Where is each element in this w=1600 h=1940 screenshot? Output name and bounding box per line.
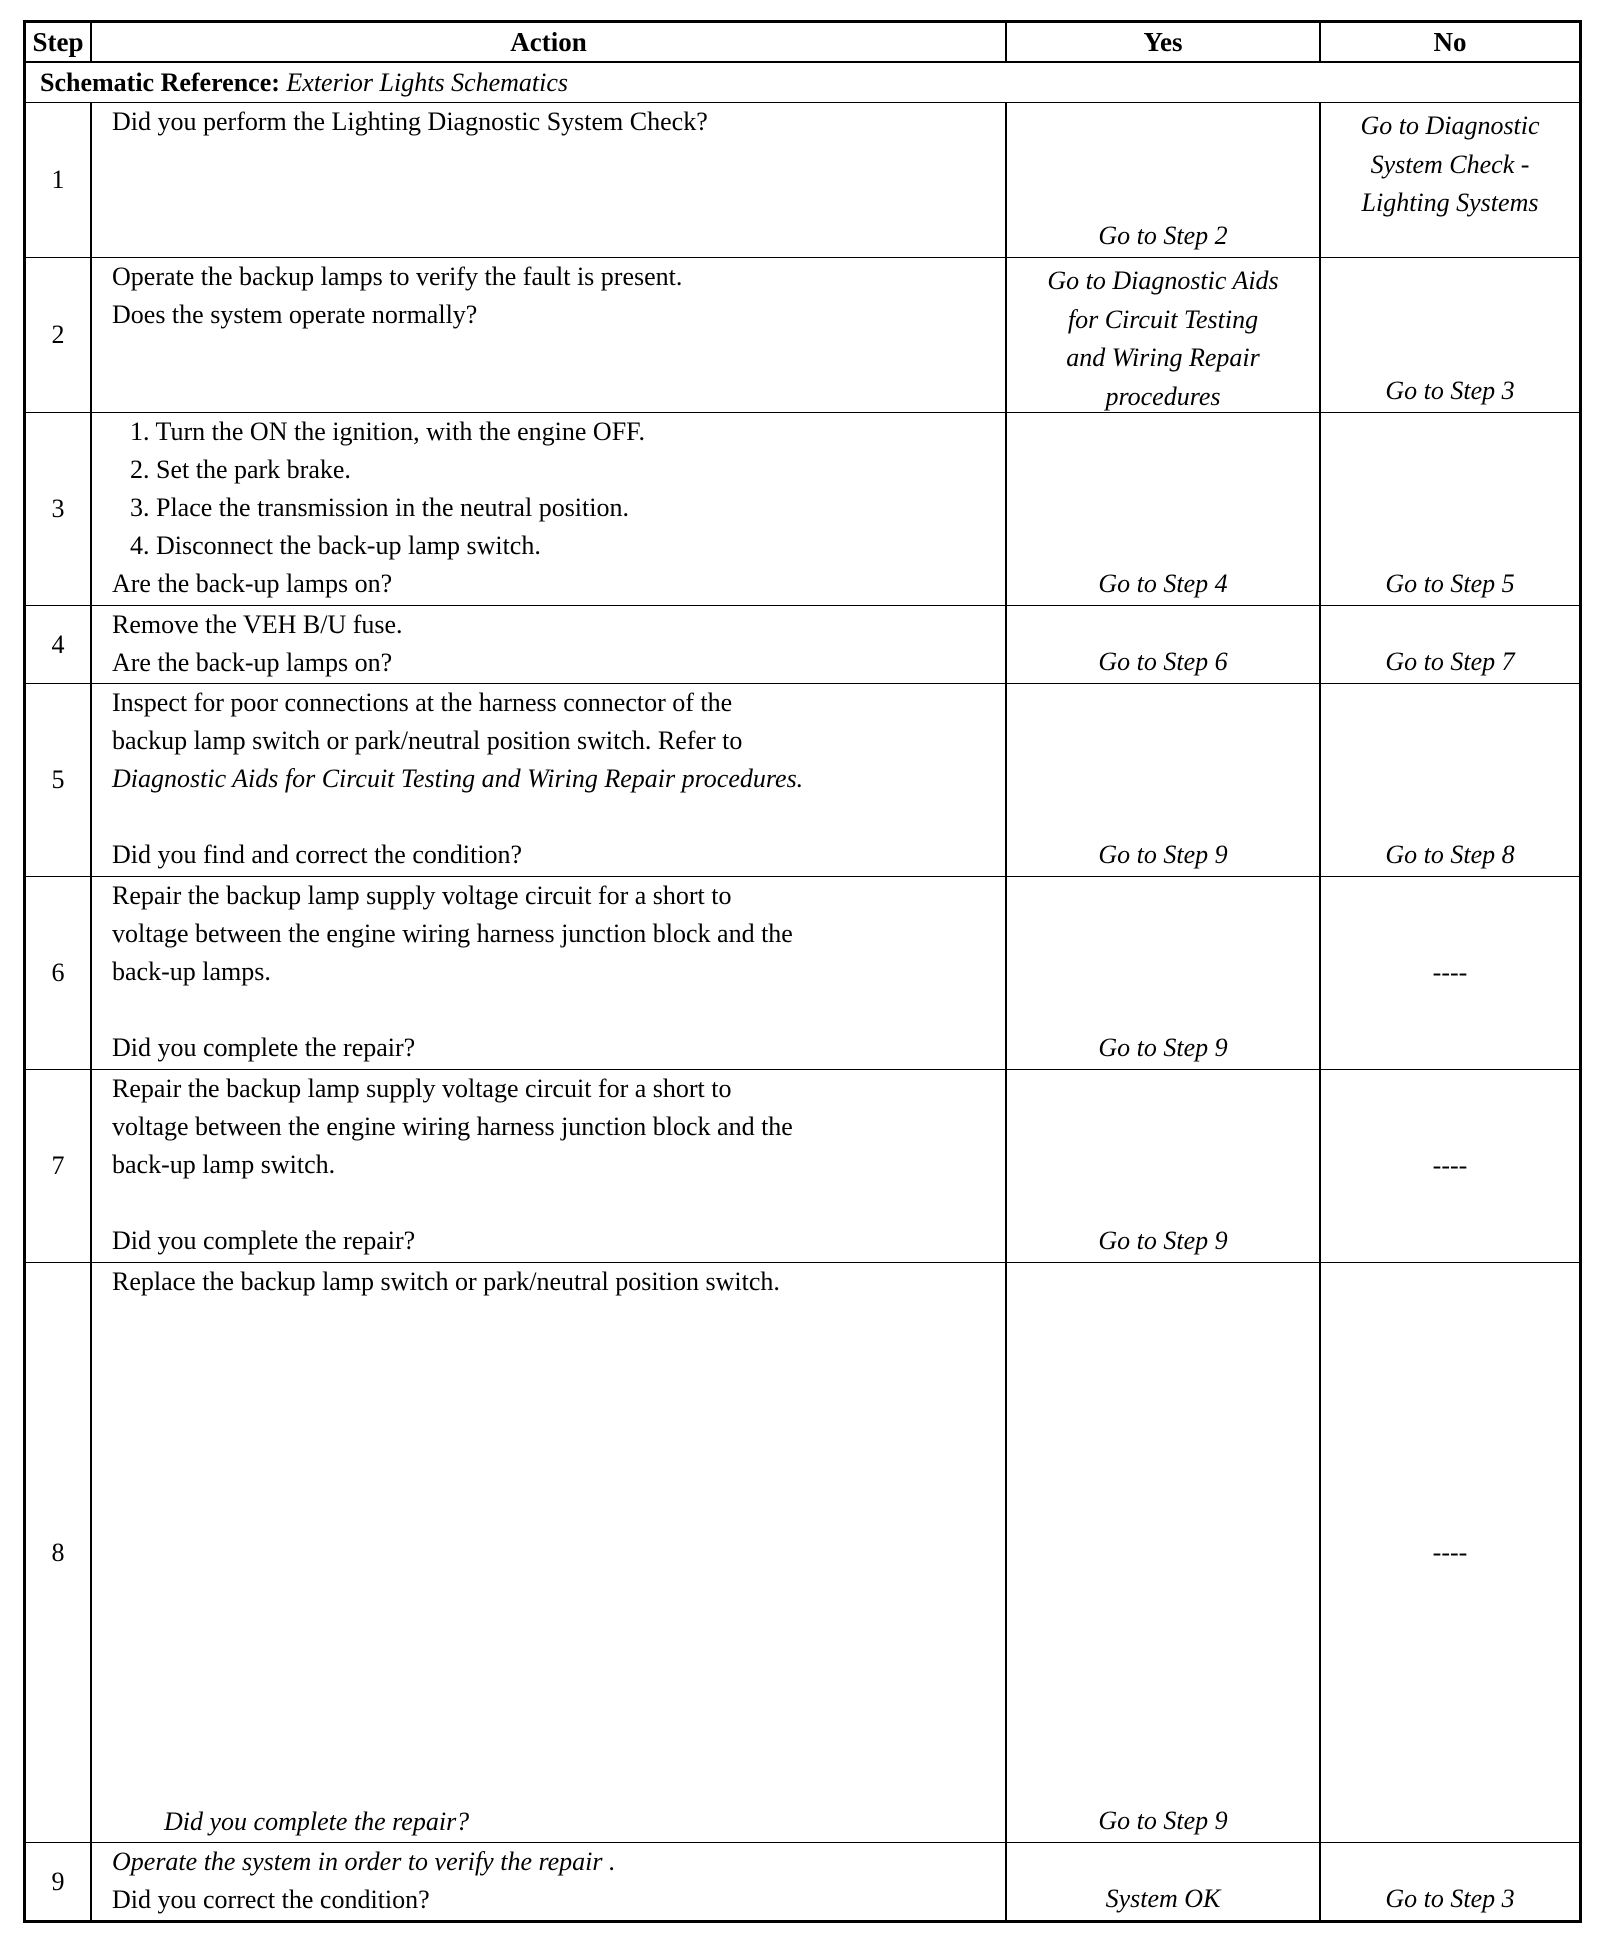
action-substep: 3. Place the transmission in the neutral position. [130,493,629,522]
step-number: 6 [26,877,92,1069]
yes-cell [1007,877,1321,1069]
yes-cell [1007,1070,1321,1262]
step-number: 2 [26,258,92,412]
step-number: 7 [26,1070,92,1262]
action-question: Did you correct the condition? [112,1885,430,1914]
no-link-line: Go to Diagnostic [1360,111,1540,140]
no-cell [1321,1843,1579,1920]
table-row [26,1263,1579,1843]
action-text: Replace the backup lamp switch or park/neutral position switch. [112,1267,780,1296]
step-number: 4 [26,606,92,683]
no-dash: ---- [1432,1151,1468,1180]
yes-result: System OK [1105,1884,1221,1913]
action-text: Operate the system in order to verify the repair . [112,1847,616,1876]
no-cell [1321,413,1579,605]
yes-link[interactable]: Go to Step 2 [1098,221,1228,250]
yes-cell [1007,413,1321,605]
yes-cell [1007,1843,1321,1920]
diagnostic-table [23,20,1582,1923]
no-cell [1321,877,1579,1069]
action-substep: 1. Turn the ON the ignition, with the engine OFF. [130,417,646,446]
yes-link-line: Go to Diagnostic Aids [1047,266,1279,295]
action-cell [92,103,1007,257]
yes-cell [1007,1263,1321,1842]
yes-link[interactable]: Go to Step 9 [1098,840,1228,869]
yes-cell [1007,606,1321,683]
action-text: Operate the backup lamps to verify the fault is present. [112,262,683,291]
schematic-reference [26,63,1579,103]
table-row [26,1843,1579,1920]
yes-cell [1007,684,1321,876]
action-cell [92,413,1007,605]
table-header-row [26,23,1579,63]
schematic-reference-row [26,63,1579,103]
yes-link[interactable]: Go to Step 9 [1098,1806,1228,1835]
no-cell [1321,103,1579,257]
no-link[interactable]: Go to Step 3 [1385,376,1515,405]
header-yes: Yes [1007,23,1321,61]
action-text: Remove the VEH B/U fuse. [112,610,403,639]
action-cell [92,606,1007,683]
step-number: 8 [26,1263,92,1842]
action-question: Did you complete the repair? [164,1807,470,1836]
action-substep: 4. Disconnect the back-up lamp switch. [130,531,541,560]
action-substep: 2. Set the park brake. [130,455,351,484]
header-action: Action [92,23,1007,61]
step-number: 5 [26,684,92,876]
schematic-reference-link[interactable]: Exterior Lights Schematics [286,68,569,97]
action-text: Inspect for poor connections at the harness connector of the [112,688,733,717]
header-no: No [1433,26,1467,57]
no-cell [1321,258,1579,412]
table-row [26,1070,1579,1263]
no-dash: ---- [1432,958,1468,987]
action-question: Did you complete the repair? [112,1226,416,1255]
no-link[interactable] [1321,107,1579,223]
no-link-line: Lighting Systems [1361,188,1539,217]
no-cell [1321,1070,1579,1262]
step-number: 3 [26,413,92,605]
schematic-reference-label: Schematic Reference: [40,68,280,97]
action-text: voltage between the engine wiring harness junction block and the [112,1112,793,1141]
action-text: back-up lamps. [112,957,271,986]
header-step: Step [26,23,92,61]
no-dash: ---- [1432,1537,1468,1567]
no-link-line: System Check - [1370,149,1530,179]
table-row [26,413,1579,606]
action-cell [92,684,1007,876]
yes-cell [1007,258,1321,412]
action-question: Did you complete the repair? [112,1033,416,1062]
yes-link-line: and Wiring Repair [1066,343,1260,372]
yes-link[interactable]: Go to Step 9 [1098,1226,1228,1255]
action-text: Did you perform the Lighting Diagnostic System Check? [112,107,708,136]
action-cell [92,1843,1007,1920]
action-question: Did you find and correct the condition? [112,840,523,869]
action-question: Are the back-up lamps on? [112,648,393,677]
yes-cell [1007,103,1321,257]
no-link[interactable]: Go to Step 7 [1385,647,1515,676]
action-question: Are the back-up lamps on? [112,569,393,598]
no-link[interactable]: Go to Step 5 [1385,569,1515,598]
diagnostic-aids-link[interactable]: Diagnostic Aids for Circuit Testing and Wiring Repair procedures. [112,764,804,793]
action-text: Repair the backup lamp supply voltage circuit for a short to [112,881,732,910]
yes-link[interactable]: Go to Step 4 [1098,569,1228,598]
no-link[interactable]: Go to Step 8 [1385,840,1515,869]
no-cell [1321,684,1579,876]
action-text: backup lamp switch or park/neutral position switch. Refer to [112,726,743,755]
table-row [26,877,1579,1070]
step-number: 1 [26,103,92,257]
table-row [26,258,1579,413]
no-link[interactable]: Go to Step 3 [1385,1884,1515,1913]
action-text: voltage between the engine wiring harness junction block and the [112,919,793,948]
yes-link[interactable] [1007,262,1319,416]
action-cell [92,877,1007,1069]
yes-link-line: procedures [1105,381,1221,411]
action-question: Does the system operate normally? [112,300,478,329]
yes-link[interactable]: Go to Step 9 [1098,1033,1228,1062]
yes-link[interactable]: Go to Step 6 [1098,647,1228,676]
no-cell [1321,1263,1579,1842]
no-cell [1321,606,1579,683]
action-text: back-up lamp switch. [112,1150,336,1179]
table-row [26,103,1579,258]
yes-link-line: for Circuit Testing [1067,304,1259,334]
action-text: Repair the backup lamp supply voltage circuit for a short to [112,1074,732,1103]
action-cell [92,258,1007,412]
table-row [26,684,1579,877]
table-row [26,606,1579,684]
action-cell [92,1263,1007,1842]
step-number: 9 [26,1843,92,1920]
action-cell [92,1070,1007,1262]
